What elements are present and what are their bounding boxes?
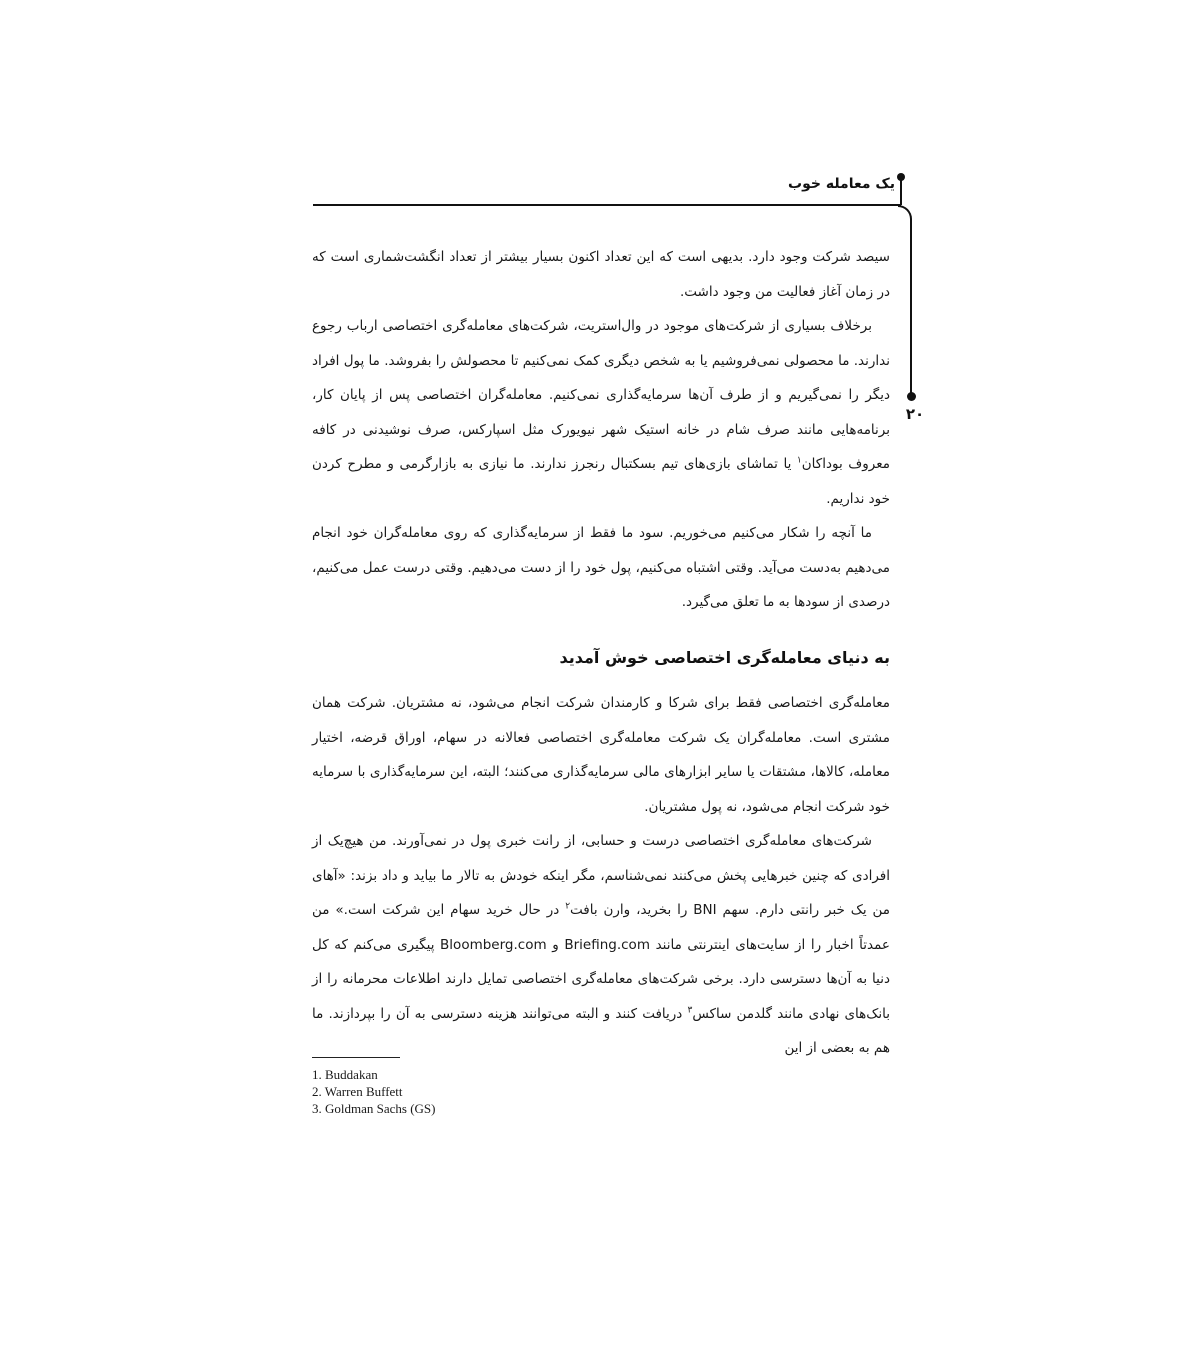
section-heading: به دنیای معامله‌گری اختصاصی خوش آمدید xyxy=(559,648,890,667)
paragraph-5-text-b: در حال خرید سهام این شرکت است.» من عمدتاً اخبار را از سایت‌های اینترنتی مانند Briefing.com و Bloomberg.com پیگیری می‌کنم که کل دنیا به آن‌ها دسترسی دارد. برخی شرکت‌های معامله‌گری اختصاصی تمایل دارند اطلاعات محرمانه را از بانک‌های نهادی مانند گلدمن ساکس xyxy=(312,902,891,1022)
header-ornament-stem xyxy=(900,180,902,205)
footnote-item: 3. Goldman Sachs (GS) xyxy=(312,1101,436,1116)
footnote-item: 2. Warren Buffett xyxy=(312,1084,403,1099)
footnote-ref-2: ۲ xyxy=(565,901,571,912)
margin-ornament-dot xyxy=(907,392,916,401)
paragraph-2 xyxy=(312,309,890,516)
header-rule xyxy=(313,204,901,206)
paragraph-2-text-b: یا تماشای بازی‌های تیم بسکتبال رنجرز ندارند. ما نیازی به بازارگرمی و مطرح کردن خود نداریم. xyxy=(312,456,890,507)
body-text-bottom xyxy=(312,686,890,1066)
paragraph-1: سیصد شرکت وجود دارد. بدیهی است که این تعداد اکنون بسیار بیشتر از تعداد انگشت‌شماری است که در زمان آغاز فعالیت من وجود داشت. xyxy=(312,249,890,300)
footnotes xyxy=(312,1066,612,1117)
paragraph-5-text-a: شرکت‌های معامله‌گری اختصاصی درست و حسابی، از رانت خبری پول در نمی‌آورند. من هیچ‌یک از افرادی که چنین خبرهایی پخش می‌کنند نمی‌شناسم، مگر اینکه خودش به تالار ما بیاید و داد بزند: «آهای من یک خبر رانتی دارم. سهم BNI را بخرید، وارن بافت xyxy=(312,833,890,918)
paragraph-3: ما آنچه را شکار می‌کنیم می‌خوریم. سود ما فقط از سرمایه‌گذاری که روی معامله‌گران خود انجام می‌دهیم به‌دست می‌آید. وقتی اشتباه می‌کنیم، پول خود را از دست می‌دهیم. وقتی درست عمل می‌کنیم، درصدی از سودها به ما تعلق می‌گیرد. xyxy=(312,525,890,610)
paragraph-5 xyxy=(312,824,890,1066)
footnote-ref-3: ۳ xyxy=(687,1005,693,1015)
footnote-ref-1: ۱ xyxy=(796,455,802,466)
paragraph-2-text-a: برخلاف بسیاری از شرکت‌های موجود در وال‌استریت، شرکت‌های معامله‌گری اختصاصی ارباب رجوع ندارند. ما محصولی نمی‌فروشیم یا به شخص دیگری کمک نمی‌کنیم تا محصولش را بفروشد. ما پول افراد دیگر را نمی‌گیریم و از طرف آن‌ها سرمایه‌گذاری نمی‌کنیم. معامله‌گران اختصاصی پس از پایان کار، برنامه‌هایی مانند صرف شام در خانه استیک شهر نیویورک مثل اسپارکس، صرف نوشیدنی در کافه معروف بوداکان xyxy=(312,318,890,472)
margin-bracket xyxy=(898,205,912,395)
running-title: یک معامله خوب xyxy=(788,176,895,192)
paragraph-4: معامله‌گری اختصاصی فقط برای شرکا و کارمندان شرکت انجام می‌شود، نه مشتریان. شرکت همان مشتری است. معامله‌گران یک شرکت معامله‌گری اختصاصی فعالانه در سهام، اوراق قرضه، اختیار معامله، کالاها، مشتقات یا سایر ابزارهای مالی سرمایه‌گذاری می‌کنند؛ البته، این سرمایه‌گذاری با سرمایه خود شرکت انجام می‌شود، نه پول مشتریان. xyxy=(312,695,890,815)
footnote-item: 1. Buddakan xyxy=(312,1067,378,1082)
paragraph-5-text-c: دریافت کنند و البته می‌توانند هزینه دسترسی به آن را بپردازند. ما هم به بعضی از این xyxy=(312,1005,890,1056)
body-text-top xyxy=(312,240,890,620)
footnote-rule xyxy=(312,1057,400,1058)
page-number: ۲۰ xyxy=(905,405,925,423)
